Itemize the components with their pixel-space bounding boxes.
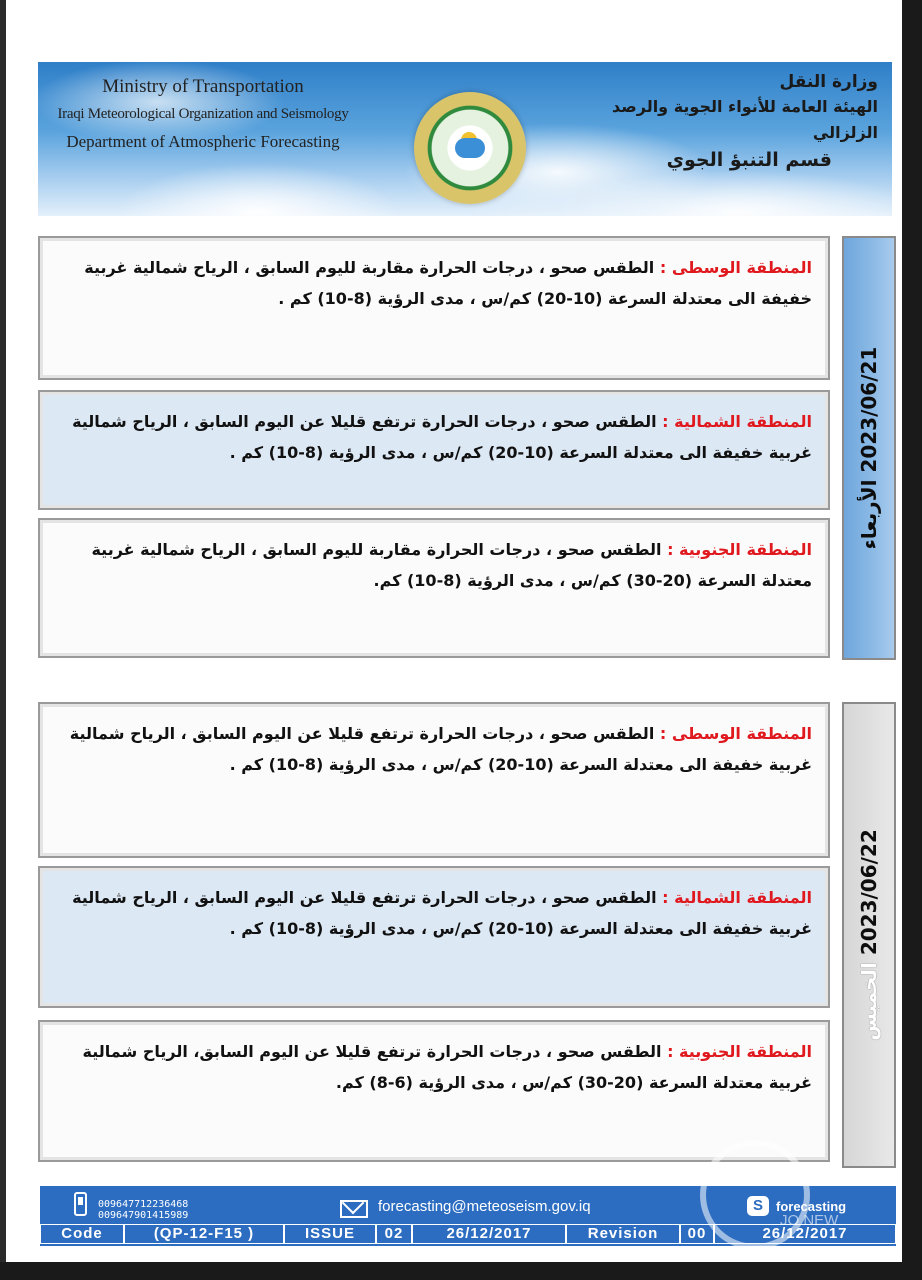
day-label bbox=[857, 347, 881, 550]
forecast-text bbox=[56, 882, 812, 944]
forecast-text bbox=[56, 534, 812, 596]
region-name: المنطقة الشمالية : bbox=[662, 888, 812, 907]
forecast-body: الطقس صحو ، درجات الحرارة مقاربة لليوم السابق ، الرياح شمالية غربية معتدلة السرعة (20-30) كم/س ، مدى الرؤية (8-10) كم. bbox=[91, 540, 812, 590]
watermark-logo-icon bbox=[700, 1140, 810, 1250]
page-shadow-bottom bbox=[0, 1262, 922, 1280]
department-arabic: قسم التنبؤ الجوي bbox=[666, 149, 832, 171]
forecast-body: الطقس صحو ، درجات الحرارة ترتفع قليلا عن اليوم السابق ، الرياح شمالية غربية خفيفة الى معتدلة السرعة (10-20) كم/س ، مدى الرؤية (8-10) كم . bbox=[72, 412, 812, 462]
department-english: Department of Atmospheric Forecasting bbox=[66, 132, 340, 151]
mail-icon bbox=[340, 1200, 368, 1218]
organization-seal-icon bbox=[414, 92, 526, 204]
email-link[interactable]: forecasting@meteoseism.gov.iq bbox=[378, 1198, 591, 1215]
region-name: المنطقة الجنوبية : bbox=[667, 540, 812, 559]
forecast-text bbox=[56, 406, 812, 468]
forecast-box-north bbox=[38, 866, 830, 1008]
issue-label: ISSUE bbox=[284, 1224, 376, 1244]
logo-cloud bbox=[455, 138, 485, 158]
revision-number: 00 bbox=[680, 1224, 714, 1244]
phone-number: 009647712236468 bbox=[98, 1199, 189, 1210]
day-tab-wednesday bbox=[842, 236, 896, 660]
forecast-body: الطقس صحو ، درجات الحرارة ترتفع قليلا عن اليوم السابق ، الرياح شمالية غربية خفيفة الى معتدلة السرعة (10-20) كم/س ، مدى الرؤية (8-10) كم . bbox=[72, 888, 812, 938]
revision-date: 26/12/2017 bbox=[714, 1224, 896, 1244]
code-label: Code bbox=[40, 1224, 124, 1244]
skype-icon: S bbox=[747, 1196, 769, 1216]
day-date: 2023/06/21 bbox=[857, 346, 881, 473]
forecast-body: الطقس صحو ، درجات الحرارة ترتفع قليلا عن اليوم السابق ، الرياح شمالية غربية خفيفة الى معتدلة السرعة (10-20) كم/س ، مدى الرؤية (8-10) كم . bbox=[69, 724, 812, 774]
code-value: (QP-12-F15 ) bbox=[124, 1224, 284, 1244]
phone-numbers bbox=[98, 1199, 188, 1221]
forecast-text bbox=[56, 718, 812, 780]
ministry-english: Ministry of Transportation bbox=[102, 76, 304, 97]
page-shadow-right bbox=[902, 0, 922, 1280]
day-label bbox=[857, 829, 881, 1041]
forecast-box-central bbox=[38, 236, 830, 380]
page-shadow-left bbox=[0, 0, 6, 1280]
forecast-box-north bbox=[38, 390, 830, 510]
issue-date: 26/12/2017 bbox=[412, 1224, 566, 1244]
region-name: المنطقة الوسطى : bbox=[659, 258, 812, 277]
day-name: الخميس bbox=[857, 962, 881, 1041]
region-name: المنطقة الشمالية : bbox=[662, 412, 812, 431]
organization-english: Iraqi Meteorological Organization and Seismology bbox=[57, 106, 349, 122]
header-banner bbox=[38, 62, 892, 216]
phone-icon bbox=[74, 1192, 87, 1216]
region-name: المنطقة الوسطى : bbox=[659, 724, 812, 743]
issue-number: 02 bbox=[376, 1224, 412, 1244]
region-name: المنطقة الجنوبية : bbox=[667, 1042, 812, 1061]
forecast-text bbox=[56, 252, 812, 314]
day-date: 2023/06/22 bbox=[857, 829, 881, 956]
watermark-text: JO NEW bbox=[780, 1212, 839, 1229]
forecast-box-south bbox=[38, 1020, 830, 1162]
day-tab-thursday bbox=[842, 702, 896, 1168]
forecast-box-central bbox=[38, 702, 830, 858]
skype-handle[interactable]: forecasting bbox=[776, 1199, 847, 1214]
ministry-arabic: وزارة النقل bbox=[779, 72, 878, 92]
phone-number: 009647901415989 bbox=[98, 1210, 189, 1221]
forecast-text bbox=[56, 1036, 812, 1098]
header-arabic bbox=[548, 70, 878, 174]
forecast-body: الطقس صحو ، درجات الحرارة ترتفع قليلا عن اليوم السابق، الرياح شمالية غربية معتدلة السرعة (20-30) كم/س ، مدى الرؤية (6-8) كم. bbox=[82, 1042, 812, 1092]
day-name: الأربعاء bbox=[857, 479, 881, 550]
forecast-body: الطقس صحو ، درجات الحرارة مقاربة لليوم السابق ، الرياح شمالية غربية خفيفة الى معتدلة السرعة (10-20) كم/س ، مدى الرؤية (8-10) كم . bbox=[84, 258, 812, 308]
organization-arabic: الهيئة العامة للأنواء الجوية والرصد الزلزالي bbox=[612, 97, 878, 142]
revision-label: Revision bbox=[566, 1224, 680, 1244]
forecast-box-south bbox=[38, 518, 830, 658]
